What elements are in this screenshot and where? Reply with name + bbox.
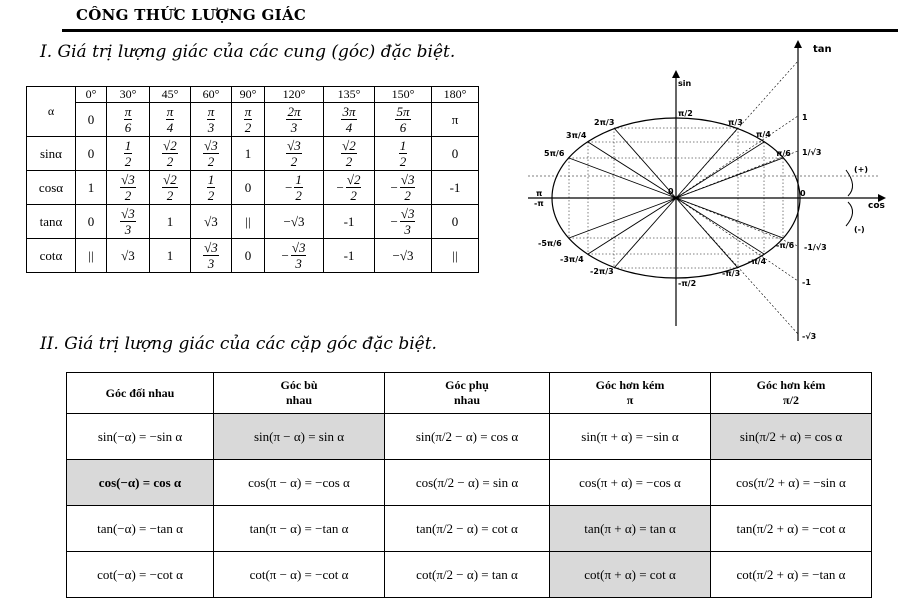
header-supplementary: Góc bù nhau (214, 373, 385, 414)
numerator: √2 (163, 172, 177, 187)
label-neg-pi-2: -π/2 (678, 279, 697, 288)
angle-label: π/4 (756, 130, 771, 139)
fraction (391, 172, 416, 203)
numerator: 2π (287, 104, 301, 119)
value-cell: −√3 (265, 205, 324, 239)
denominator: 2 (124, 188, 132, 203)
label-zero: 0 (800, 189, 806, 198)
label-pi-2: π/2 (678, 109, 693, 118)
value-cell: || (232, 205, 265, 239)
identity-cell: cot(π + α) = cot α (550, 552, 711, 598)
tan-tick-label: -√3 (802, 332, 817, 341)
degree-cell: 30° (107, 87, 150, 103)
value-cell (375, 171, 432, 205)
title-underline (62, 29, 898, 32)
function-label: sinα (27, 137, 76, 171)
value-cell: −√3 (375, 239, 432, 273)
value-cell (191, 103, 232, 137)
fraction (391, 206, 416, 237)
angle-label: -π/4 (748, 257, 767, 266)
positive-direction-label: (+) (854, 165, 869, 174)
function-label: tanα (27, 205, 76, 239)
value-cell (265, 239, 324, 273)
angle-label: -5π/6 (538, 239, 562, 248)
value-cell: -1 (432, 171, 479, 205)
numerator: π (207, 104, 215, 119)
identity-cell: cot(−α) = −cot α (67, 552, 214, 598)
negative-direction-label: (-) (854, 225, 865, 234)
angle-label: 3π/4 (566, 131, 587, 140)
value-cell: -1 (324, 239, 375, 273)
denominator: 3 (290, 120, 298, 135)
value-cell (265, 171, 324, 205)
identity-cell: sin(π/2 − α) = cos α (385, 414, 550, 460)
degree-cell: 90° (232, 87, 265, 103)
denominator: 3 (124, 222, 132, 237)
numerator: √3 (204, 138, 218, 153)
tan-identities-row (67, 506, 872, 552)
header-differ-pi: Góc hơn kém π (550, 373, 711, 414)
value-cell: || (76, 239, 107, 273)
cot-row (27, 239, 479, 273)
denominator: 3 (207, 256, 215, 271)
angle-label: -3π/4 (560, 255, 584, 264)
radians-row (27, 103, 479, 137)
angle-label: -π/3 (722, 269, 741, 278)
tan-tick-label: 1 (802, 113, 808, 122)
denominator: 2 (244, 120, 252, 135)
special-angle-values-table (26, 86, 479, 273)
fraction (341, 104, 356, 135)
positive-direction-arrow (846, 170, 853, 196)
value-cell (150, 137, 191, 171)
numerator: √3 (400, 206, 415, 221)
identity-cell: sin(π − α) = sin α (214, 414, 385, 460)
value-cell (150, 103, 191, 137)
fraction (395, 104, 410, 135)
denominator: 4 (166, 120, 174, 135)
identity-cell: sin(π + α) = −sin α (550, 414, 711, 460)
value-cell (324, 171, 375, 205)
denominator: 6 (124, 120, 132, 135)
fraction (162, 172, 178, 203)
degree-cell: 0° (76, 87, 107, 103)
alpha-header: α (27, 87, 76, 137)
angle-label: π/6 (776, 149, 791, 158)
minus-sign: − (281, 247, 289, 263)
denominator: 2 (207, 154, 215, 169)
section-1-heading: I. Giá trị lượng giác của các cung (góc) đặc biệt. (40, 42, 456, 62)
angle-label: -π/6 (776, 241, 795, 250)
angle-label: π/3 (728, 118, 743, 127)
fraction (124, 138, 133, 169)
degree-cell: 180° (432, 87, 479, 103)
tan-row (27, 205, 479, 239)
value-cell: 0 (432, 205, 479, 239)
minus-sign: − (285, 179, 293, 195)
value-cell (191, 137, 232, 171)
identity-cell: tan(π + α) = tan α (550, 506, 711, 552)
angle-label: -2π/3 (590, 267, 614, 276)
value-cell: 0 (76, 103, 107, 137)
numerator: √3 (121, 172, 135, 187)
numerator: √3 (287, 138, 301, 153)
value-cell (191, 239, 232, 273)
function-label: cosα (27, 171, 76, 205)
numerator: π (166, 104, 174, 119)
denominator: 2 (166, 154, 174, 169)
fraction (285, 172, 303, 203)
tan-tick-label: -1/√3 (804, 243, 827, 252)
numerator: √3 (204, 240, 218, 255)
value-cell (375, 103, 432, 137)
identity-cell: cos(π − α) = −cos α (214, 460, 385, 506)
minus-sign: − (390, 179, 398, 195)
value-cell (265, 137, 324, 171)
value-cell (150, 171, 191, 205)
numerator: √2 (163, 138, 177, 153)
label-neg-pi: -π (534, 199, 544, 208)
degrees-row (27, 87, 479, 103)
degree-cell: 150° (375, 87, 432, 103)
identity-cell: tan(π − α) = −tan α (214, 506, 385, 552)
cos-row (27, 171, 479, 205)
angle-label: 5π/6 (544, 149, 565, 158)
identity-cell: sin(−α) = −sin α (67, 414, 214, 460)
value-cell: 0 (432, 137, 479, 171)
value-cell (107, 137, 150, 171)
fraction (399, 138, 408, 169)
value-cell (375, 137, 432, 171)
identity-cell: cot(π/2 + α) = −tan α (711, 552, 872, 598)
header-row (67, 373, 872, 414)
degree-cell: 45° (150, 87, 191, 103)
denominator: 3 (295, 256, 302, 271)
related-angles-table (66, 372, 872, 598)
sin-axis-arrow (672, 70, 680, 78)
fraction (207, 104, 216, 135)
tan-tick-label: 1/√3 (802, 148, 822, 157)
cos-identities-row (67, 460, 872, 506)
value-cell: 0 (232, 171, 265, 205)
identity-cell: tan(−α) = −tan α (67, 506, 214, 552)
header-complementary: Góc phụ nhau (385, 373, 550, 414)
function-label: cotα (27, 239, 76, 273)
numerator: √3 (121, 206, 135, 221)
tan-axis-label: tan (813, 44, 832, 55)
header-differ-pi-half: Góc hơn kém π/2 (711, 373, 872, 414)
identity-cell: cos(π/2 − α) = sin α (385, 460, 550, 506)
value-cell (191, 171, 232, 205)
denominator: 4 (345, 120, 353, 135)
value-cell (107, 205, 150, 239)
sin-row (27, 137, 479, 171)
angle-label: 2π/3 (594, 118, 615, 127)
value-cell: √3 (107, 239, 150, 273)
section-2-heading: II. Giá trị lượng giác của các cặp góc đặc biệt. (40, 334, 437, 354)
fraction (203, 138, 219, 169)
unit-circle-diagram (528, 36, 892, 352)
cot-identities-row (67, 552, 872, 598)
value-cell (265, 103, 324, 137)
numerator: √2 (342, 138, 356, 153)
numerator: 1 (295, 172, 302, 187)
identity-cell: cot(π/2 − α) = tan α (385, 552, 550, 598)
identity-cell: cos(π + α) = −cos α (550, 460, 711, 506)
numerator: 1 (124, 138, 132, 153)
fraction (120, 172, 136, 203)
identity-cell: tan(π/2 + α) = −cot α (711, 506, 872, 552)
denominator: 2 (166, 188, 174, 203)
minus-sign: − (336, 179, 344, 195)
header-opposite: Góc đối nhau (67, 373, 214, 414)
numerator: 5π (396, 104, 410, 119)
cos-axis-label: cos (868, 201, 885, 211)
value-cell: || (432, 239, 479, 273)
denominator: 2 (350, 188, 357, 203)
fraction (120, 206, 136, 237)
denominator: 2 (207, 188, 215, 203)
denominator: 2 (295, 188, 302, 203)
value-cell (107, 171, 150, 205)
denominator: 2 (124, 154, 132, 169)
sin-axis-label: sin (678, 79, 692, 88)
fraction (286, 104, 301, 135)
value-cell: 0 (232, 239, 265, 273)
fraction (337, 172, 362, 203)
fraction (282, 240, 307, 271)
value-cell: √3 (191, 205, 232, 239)
sin-identities-row (67, 414, 872, 460)
numerator: √3 (400, 172, 415, 187)
value-cell: 1 (150, 239, 191, 273)
fraction (162, 138, 178, 169)
value-cell: π (432, 103, 479, 137)
numerator: π (124, 104, 132, 119)
value-cell (232, 103, 265, 137)
minus-sign: − (390, 213, 398, 229)
tan-tick-label: -1 (802, 278, 811, 287)
value-cell: 1 (76, 171, 107, 205)
identity-cell: cos(−α) = cos α (67, 460, 214, 506)
denominator: 2 (345, 154, 353, 169)
identity-cell: sin(π/2 + α) = cos α (711, 414, 872, 460)
value-cell: 0 (76, 137, 107, 171)
fraction (244, 104, 253, 135)
denominator: 2 (290, 154, 298, 169)
tan-axis-arrow (794, 40, 802, 48)
identity-cell: cot(π − α) = −cot α (214, 552, 385, 598)
fraction (166, 104, 175, 135)
identity-cell: tan(π/2 − α) = cot α (385, 506, 550, 552)
degree-cell: 135° (324, 87, 375, 103)
page-title: CÔNG THỨC LƯỢNG GIÁC (76, 6, 307, 24)
degree-cell: 60° (191, 87, 232, 103)
negative-direction-arrow (846, 202, 853, 226)
label-pi: π (536, 189, 543, 198)
origin-label: 0 (668, 187, 674, 196)
denominator: 6 (399, 120, 407, 135)
fraction (341, 138, 357, 169)
numerator: 3π (342, 104, 356, 119)
identity-cell: cos(π/2 + α) = −sin α (711, 460, 872, 506)
denominator: 3 (404, 222, 411, 237)
numerator: 1 (399, 138, 407, 153)
value-cell: -1 (324, 205, 375, 239)
fraction (124, 104, 133, 135)
denominator: 2 (399, 154, 407, 169)
value-cell (324, 137, 375, 171)
denominator: 2 (404, 188, 411, 203)
value-cell: 1 (150, 205, 191, 239)
value-cell (324, 103, 375, 137)
numerator: √3 (291, 240, 306, 255)
numerator: 1 (207, 172, 215, 187)
fraction (286, 138, 302, 169)
value-cell (107, 103, 150, 137)
degree-cell: 120° (265, 87, 324, 103)
fraction (203, 240, 219, 271)
value-cell: 1 (232, 137, 265, 171)
numerator: √2 (346, 172, 361, 187)
fraction (207, 172, 216, 203)
value-cell (375, 205, 432, 239)
numerator: π (244, 104, 252, 119)
denominator: 3 (207, 120, 215, 135)
value-cell: 0 (76, 205, 107, 239)
